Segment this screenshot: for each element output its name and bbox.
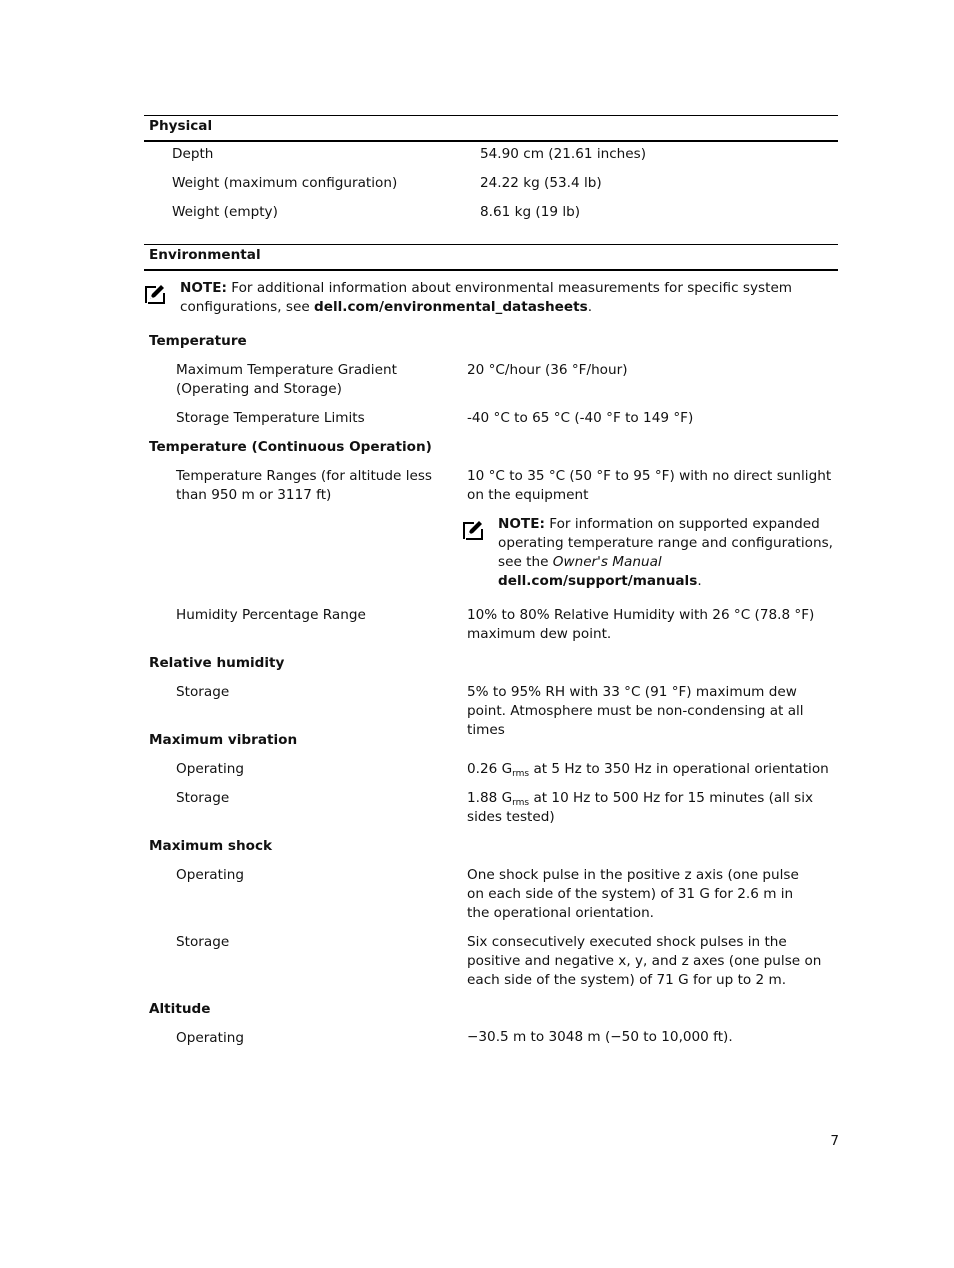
environmental-top-rule [144, 244, 838, 245]
shock-operating-value: One shock pulse in the positive z axis (one pulse on each side of the system) of 31 G for 2.6 m in the operational orientation. [467, 867, 799, 921]
note-suffix: . [587, 299, 593, 315]
vibration-storage-rest: at 10 Hz to 500 Hz for 15 minutes (all six sides tested) [467, 790, 814, 825]
note-prefix: NOTE: [498, 516, 545, 532]
relative-humidity-heading: Relative humidity [149, 655, 285, 671]
altitude-operating-label: Operating [176, 1030, 244, 1046]
temp-note [498, 515, 834, 591]
shock-operating-label: Operating [176, 867, 244, 883]
storage-temp-label: Storage Temperature Limits [176, 410, 365, 426]
temp-gradient-label: Maximum Temperature Gradient (Operating and Storage) [176, 362, 397, 397]
vibration-operating-rest: at 5 Hz to 350 Hz in operational orientation [529, 761, 829, 777]
environmental-datasheets-link[interactable]: dell.com/environmental_datasheets [314, 299, 588, 315]
shock-heading: Maximum shock [149, 838, 273, 854]
vibration-heading: Maximum vibration [149, 732, 298, 748]
note-text: For additional information about environmental measurements for specific system configurations, see [180, 280, 793, 315]
physical-top-rule [144, 115, 838, 116]
physical-heading: Physical [149, 118, 213, 134]
humidity-range-label: Humidity Percentage Range [176, 607, 366, 623]
altitude-operating-value: −30.5 m to 3048 m (−50 to 10,000 ft). [467, 1029, 733, 1045]
pencil-note-icon [144, 283, 166, 305]
owners-manual-title: Owner's Manual [552, 554, 662, 570]
shock-storage-value: Six consecutively executed shock pulses in the positive and negative x, y, and z axes (one pulse on each side of the system) of 71 G for up to 2 m. [467, 934, 822, 988]
environmental-header-rule [144, 269, 838, 271]
support-manuals-link[interactable]: dell.com/support/manuals [498, 573, 698, 589]
weight-empty-value: 8.61 kg (19 lb) [480, 204, 581, 220]
vibration-storage-label: Storage [176, 790, 230, 806]
depth-label: Depth [172, 146, 214, 162]
note-prefix: NOTE: [180, 280, 227, 296]
storage-temp-value: -40 °C to 65 °C (-40 °F to 149 °F) [467, 410, 694, 426]
vibration-storage-value [467, 789, 817, 827]
temp-gradient-value: 20 °C/hour (36 °F/hour) [467, 362, 628, 378]
humidity-storage-value: 5% to 95% RH with 33 °C (91 °F) maximum dew point. Atmosphere must be non-condensing at all times [467, 684, 804, 738]
physical-header-rule [144, 140, 838, 142]
temp-ranges-label: Temperature Ranges (for altitude less than 950 m or 3117 ft) [176, 468, 433, 503]
humidity-range-value: 10% to 80% Relative Humidity with 26 °C (78.8 °F) maximum dew point. [467, 607, 815, 642]
rms-subscript: rms [512, 769, 530, 779]
vibration-operating-label: Operating [176, 761, 244, 777]
temp-ranges-value: 10 °C to 35 °C (50 °F to 95 °F) with no direct sunlight on the equipment [467, 468, 832, 503]
vibration-operating-num: 0.26 G [467, 761, 513, 777]
environmental-heading: Environmental [149, 247, 261, 263]
depth-value: 54.90 cm (21.61 inches) [480, 146, 647, 162]
temperature-heading: Temperature [149, 333, 247, 349]
vibration-storage-num: 1.88 G [467, 790, 513, 806]
weight-max-label: Weight (maximum configuration) [172, 175, 398, 191]
environmental-note [180, 279, 820, 317]
pencil-note-icon [462, 519, 484, 541]
altitude-heading: Altitude [149, 1001, 211, 1017]
note-suffix: . [697, 573, 702, 589]
note-text: For information on supported expanded operating temperature range and configurations, see the [498, 516, 833, 570]
temp-continuous-heading: Temperature (Continuous Operation) [149, 439, 432, 455]
weight-max-value: 24.22 kg (53.4 lb) [480, 175, 602, 191]
rms-subscript: rms [512, 798, 530, 808]
weight-empty-label: Weight (empty) [172, 204, 278, 220]
vibration-operating-value [467, 760, 839, 779]
page-number: 7 [830, 1133, 839, 1149]
humidity-storage-label: Storage [176, 684, 230, 700]
shock-storage-label: Storage [176, 934, 230, 950]
